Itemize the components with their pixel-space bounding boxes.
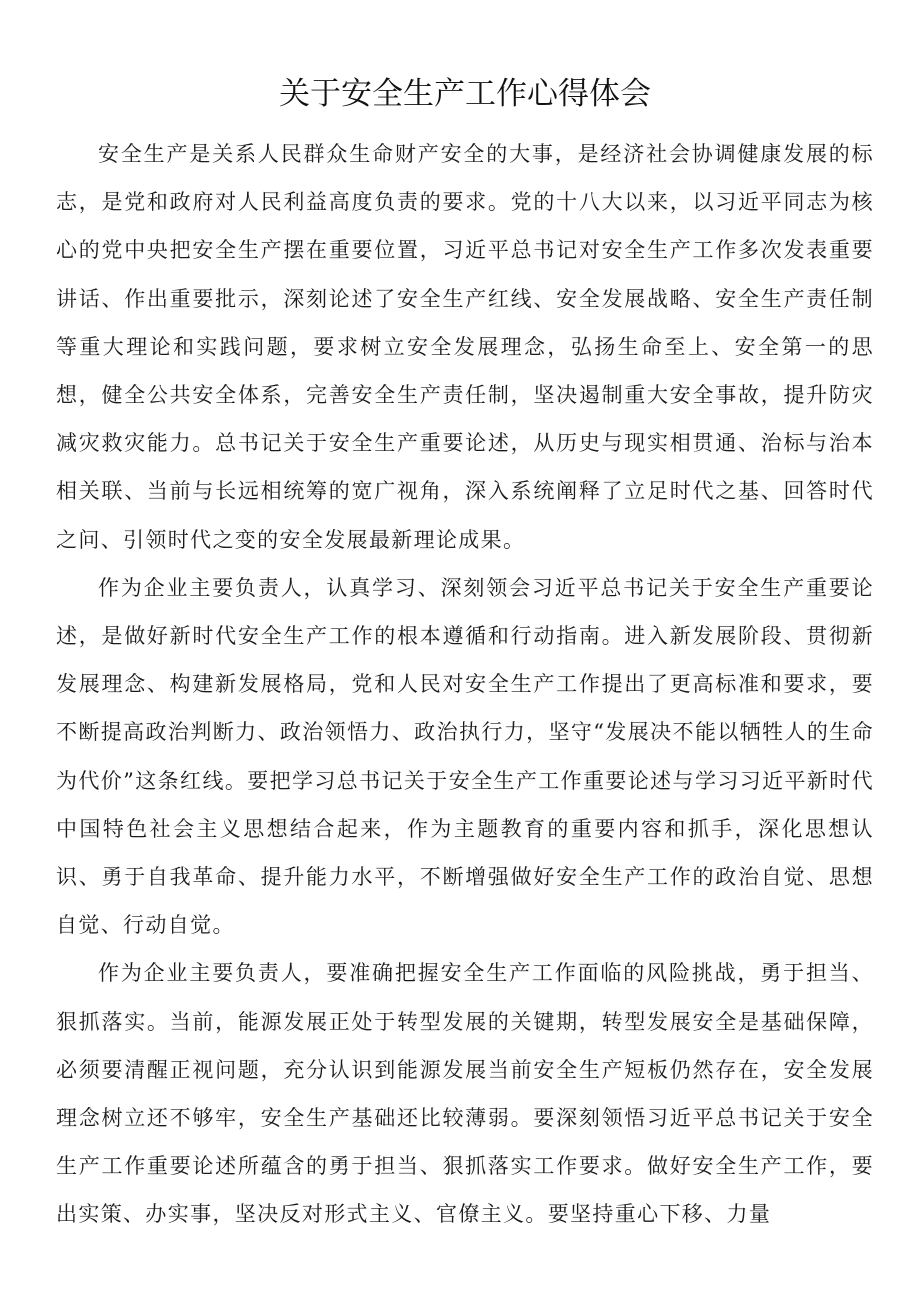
paragraph-2: 作为企业主要负责人，认真学习、深刻领会习近平总书记关于安全生产重要论述，是做好新时代安全生产工作的根本遵循和行动指南。进入新发展阶段、贯彻新发展理念、构建新发展格局，党和人民对安全生产工作提出了更高标准和要求，要不断提高政治判断力、政治领悟力、政治执行力，坚守“发展决不能以牺牲人的生命为代价”这条红线。要把学习总书记关于安全生产工作重要论述与学习习近平新时代中国特色社会主义思想结合起来，作为主题教育的重要内容和抓手，深化思想认识、勇于自我革命、提升能力水平，不断增强做好安全生产工作的政治自觉、思想自觉、行动自觉。 [56,575,874,938]
paragraph-3: 作为企业主要负责人，要准确把握安全生产工作面临的风险挑战，勇于担当、狠抓落实。当前，能源发展正处于转型发展的关键期，转型发展安全是基础保障，必须要清醒正视问题，充分认识到能源发展当前安全生产短板仍然存在，安全发展理念树立还不够牢，安全生产基础还比较薄弱。要深刻领悟习近平总书记关于安全生产工作重要论述所蕴含的勇于担当、狠抓落实工作要求。做好安全生产工作，要出实策、办实事，坚决反对形式主义、官僚主义。要坚持重心下移、力量 [56,961,874,1227]
document-title: 关于安全生产工作心得体会 [279,76,651,112]
document-body [56,130,874,1239]
document-page [56,0,874,1239]
paragraph-1: 安全生产是关系人民群众生命财产安全的大事，是经济社会协调健康发展的标志，是党和政府对人民利益高度负责的要求。党的十八大以来，以习近平同志为核心的党中央把安全生产摆在重要位置，习近平总书记对安全生产工作多次发表重要讲话、作出重要批示，深刻论述了安全生产红线、安全发展战略、安全生产责任制等重大理论和实践问题，要求树立安全发展理念，弘扬生命至上、安全第一的思想，健全公共安全体系，完善安全生产责任制，坚决遏制重大安全事故，提升防灾减灾救灾能力。总书记关于安全生产重要论述，从历史与现实相贯通、治标与治本相关联、当前与长远相统筹的宽广视角，深入系统阐释了立足时代之基、回答时代之问、引领时代之变的安全发展最新理论成果。 [56,142,874,552]
